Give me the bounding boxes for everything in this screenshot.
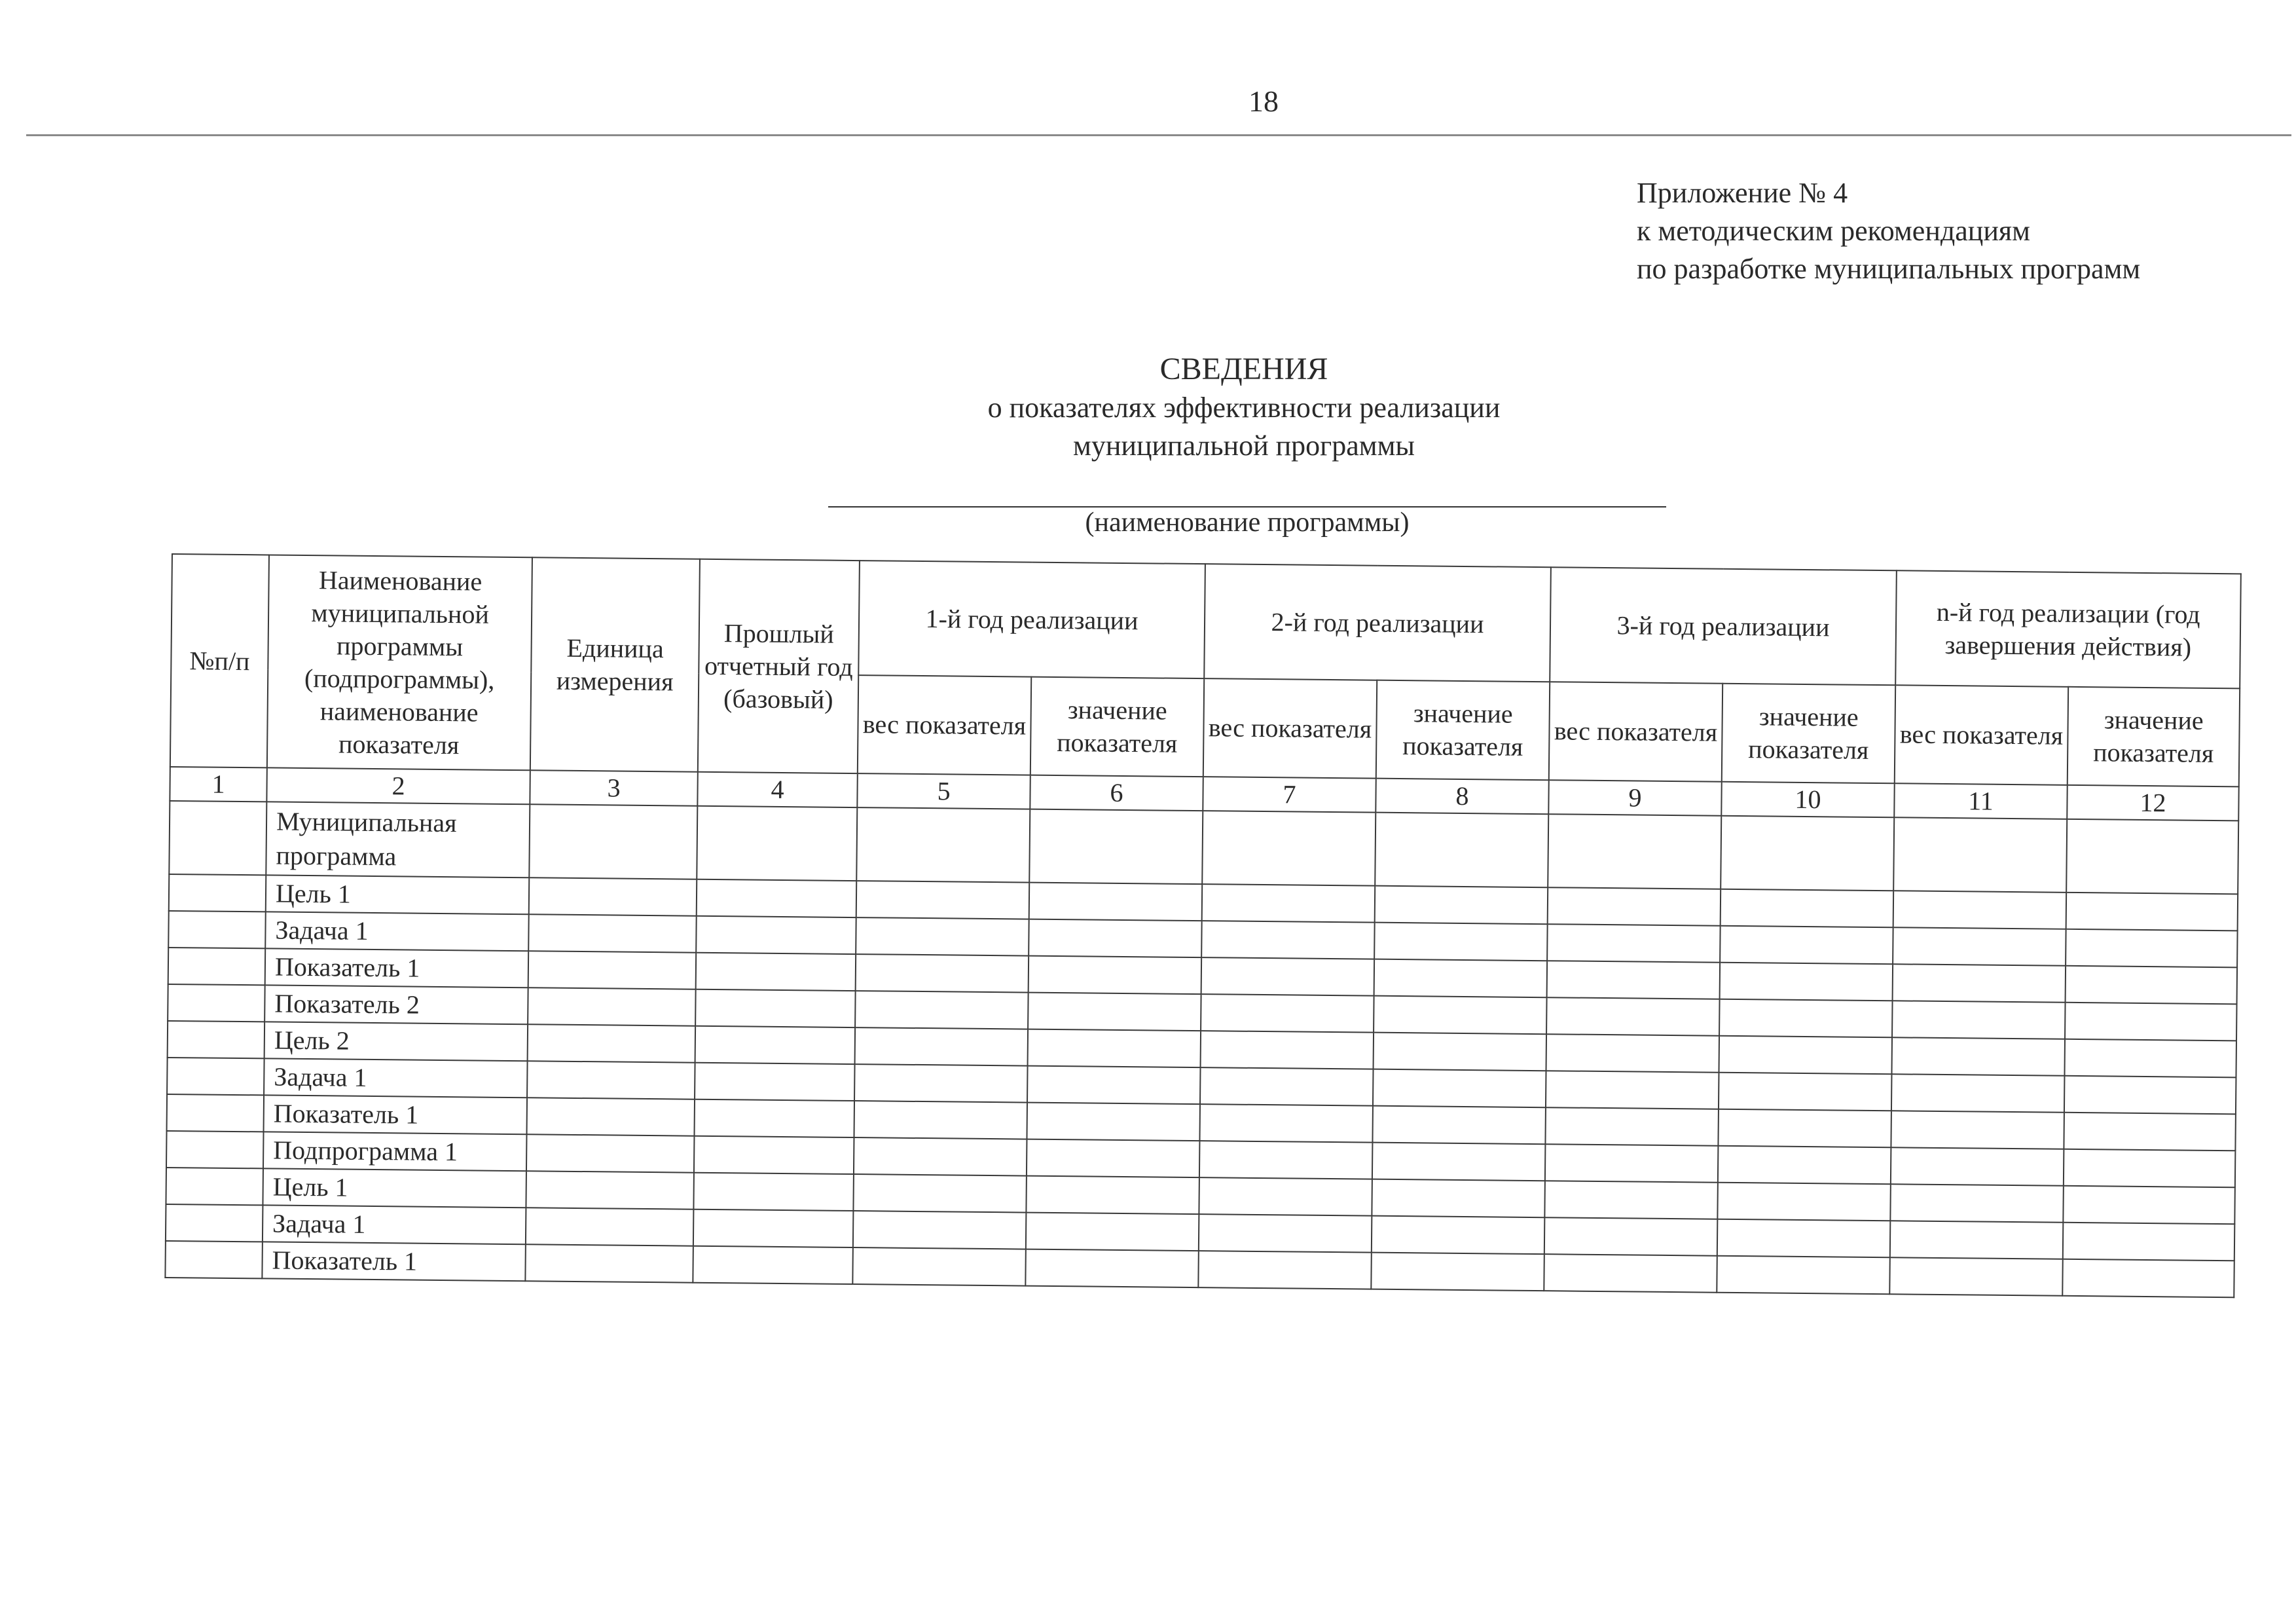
table-cell xyxy=(854,1101,1027,1139)
program-name-caption: (наименование программы) xyxy=(1085,507,1410,538)
table-cell xyxy=(854,1137,1027,1176)
table-cell xyxy=(1374,1033,1547,1071)
table-cell xyxy=(1201,957,1375,996)
table-cell xyxy=(2066,966,2238,1005)
table-cell xyxy=(1547,961,1721,999)
document-subtitle-line-1: о показателях эффективности реализации xyxy=(987,392,1501,424)
row-name-cell: Показатель 1 xyxy=(265,948,529,987)
column-number: 2 xyxy=(266,767,530,804)
table-cell xyxy=(1029,809,1203,885)
table-cell xyxy=(695,1026,856,1064)
table-cell xyxy=(853,1211,1027,1249)
indicators-table-body xyxy=(165,801,2238,1297)
table-cell xyxy=(856,807,1030,883)
table-cell xyxy=(1891,1147,2064,1186)
appendix-line-2: к методическим рекомендациям xyxy=(1637,215,2030,247)
table-cell xyxy=(697,806,857,881)
table-cell xyxy=(1026,1176,1199,1215)
header-year-2: 2-й год реализации xyxy=(1204,564,1551,682)
row-name-cell: Показатель 1 xyxy=(264,1095,528,1134)
table-cell xyxy=(1719,1036,1893,1075)
document-title-block xyxy=(655,350,1833,465)
row-number-cell xyxy=(166,1204,263,1242)
table-cell xyxy=(1548,814,1721,889)
header-year-1: 1-й год реализации xyxy=(858,561,1205,678)
table-cell xyxy=(2063,1186,2235,1225)
table-cell xyxy=(1891,1074,2065,1113)
table-cell xyxy=(527,1061,695,1099)
document-subtitle-line-2: муниципальной программы xyxy=(1073,430,1415,462)
table-cell xyxy=(1893,817,2067,893)
table-cell xyxy=(1199,1141,1373,1179)
header-year-3: 3-й год реализации xyxy=(1550,567,1897,685)
table-cell xyxy=(2064,1149,2236,1188)
table-cell xyxy=(695,989,856,1027)
table-cell xyxy=(1546,997,1720,1036)
table-cell xyxy=(2064,1113,2236,1151)
table-cell xyxy=(528,951,697,989)
table-cell xyxy=(693,1209,854,1247)
table-cell xyxy=(1375,886,1548,925)
table-cell xyxy=(1373,1069,1546,1108)
table-cell xyxy=(2065,1003,2237,1041)
table-cell xyxy=(1718,1146,1891,1185)
table-cell xyxy=(1893,964,2066,1003)
row-number-cell xyxy=(168,1021,265,1058)
header-weight-1: вес показателя xyxy=(858,675,1031,775)
table-cell xyxy=(525,1244,693,1282)
row-number-cell xyxy=(166,1168,263,1205)
header-unit: Единица измерения xyxy=(530,557,700,771)
table-cell xyxy=(1374,959,1548,998)
header-base-year: Прошлый отчетный год (базовый) xyxy=(698,559,860,773)
table-cell xyxy=(693,1246,853,1284)
column-number: 7 xyxy=(1203,777,1376,813)
table-cell xyxy=(1372,1106,1546,1145)
table-cell xyxy=(2066,893,2238,931)
table-cell xyxy=(1544,1181,1718,1219)
table-cell xyxy=(1025,1249,1199,1288)
table-cell xyxy=(856,917,1029,956)
table-cell xyxy=(1545,1107,1719,1146)
table-cell xyxy=(2062,1259,2234,1298)
table-cell xyxy=(1548,887,1721,926)
table-cell xyxy=(528,914,697,952)
table-cell xyxy=(526,1208,694,1246)
table-cell xyxy=(2063,1223,2235,1261)
header-rule xyxy=(26,134,2291,136)
table-cell xyxy=(1201,921,1375,959)
table-cell xyxy=(1890,1184,2064,1223)
row-name-cell: Показатель 2 xyxy=(264,985,528,1024)
table-cell xyxy=(1545,1144,1719,1183)
table-cell xyxy=(1375,813,1548,888)
table-cell xyxy=(1718,1109,1891,1148)
column-number: 9 xyxy=(1548,780,1721,816)
table-cell xyxy=(697,879,857,917)
table-cell xyxy=(1199,1104,1373,1143)
table-cell xyxy=(1199,1214,1372,1253)
table-cell xyxy=(853,1174,1027,1213)
table-cell xyxy=(1029,919,1202,958)
row-name-cell: Цель 2 xyxy=(264,1022,528,1061)
row-number-cell xyxy=(168,911,266,948)
table-cell xyxy=(1029,883,1203,921)
table-cell xyxy=(1721,889,1894,928)
row-name-cell: Задача 1 xyxy=(265,912,529,951)
table-cell xyxy=(1027,1139,1200,1178)
table-cell xyxy=(1892,1037,2066,1076)
table-cell xyxy=(1893,891,2067,929)
table-cell xyxy=(1374,923,1548,961)
header-name: Наименование муниципальной программы (подпрограммы), наименование показателя xyxy=(267,555,532,770)
table-cell xyxy=(696,916,856,954)
table-cell xyxy=(1544,1254,1717,1293)
indicators-table-wrapper xyxy=(164,553,2240,1298)
column-number: 10 xyxy=(1721,782,1895,818)
row-name-cell: Муниципальная программа xyxy=(266,802,530,877)
table-cell xyxy=(693,1173,854,1211)
appendix-line-1: Приложение № 4 xyxy=(1637,177,1848,209)
table-cell xyxy=(1028,1029,1201,1068)
row-number-cell xyxy=(168,948,266,985)
row-name-cell: Задача 1 xyxy=(263,1205,526,1244)
table-cell xyxy=(694,1099,854,1137)
column-number: 4 xyxy=(697,772,857,807)
table-cell xyxy=(1546,1034,1720,1073)
table-cell xyxy=(1546,1071,1719,1109)
table-cell xyxy=(529,804,697,879)
table-cell xyxy=(1547,924,1721,963)
table-cell xyxy=(1891,1111,2064,1149)
header-year-n: n-й год реализации (год завершения действия) xyxy=(1895,570,2241,688)
table-cell xyxy=(1028,993,1201,1031)
table-cell xyxy=(1029,956,1202,995)
table-cell xyxy=(1719,999,1893,1038)
table-cell xyxy=(1027,1066,1201,1105)
row-name-cell: Задача 1 xyxy=(264,1058,528,1098)
row-number-cell xyxy=(167,1094,264,1132)
table-cell xyxy=(2066,929,2238,968)
column-number: 11 xyxy=(1894,783,2067,819)
header-value-3: значение показателя xyxy=(1722,684,1895,784)
table-cell xyxy=(526,1171,694,1209)
column-number: 5 xyxy=(857,773,1030,809)
table-cell xyxy=(1372,1143,1546,1181)
row-name-cell: Показатель 1 xyxy=(262,1242,526,1281)
row-number-cell xyxy=(166,1131,264,1168)
table-cell xyxy=(695,1063,855,1101)
table-cell xyxy=(1198,1251,1372,1289)
table-cell xyxy=(1717,1219,1891,1258)
header-weight-2: вес показателя xyxy=(1203,678,1377,779)
table-cell xyxy=(1201,1031,1374,1069)
table-cell xyxy=(1717,1183,1891,1221)
table-cell xyxy=(1721,816,1894,891)
header-weight-n: вес показателя xyxy=(1895,685,2068,785)
page-number: 18 xyxy=(1248,84,1279,118)
table-cell xyxy=(529,877,697,915)
table-cell xyxy=(1544,1217,1718,1256)
table-cell xyxy=(2064,1076,2236,1115)
column-number: 6 xyxy=(1030,775,1203,811)
column-number: 1 xyxy=(170,767,266,802)
header-value-2: значение показателя xyxy=(1376,680,1550,781)
indicators-table xyxy=(164,553,2242,1298)
row-number-cell xyxy=(165,1241,263,1278)
table-cell xyxy=(528,1024,696,1062)
appendix-note xyxy=(1637,174,2140,288)
table-cell xyxy=(2065,1039,2237,1078)
column-number: 3 xyxy=(530,770,697,805)
table-cell xyxy=(1202,884,1376,923)
table-cell xyxy=(1372,1216,1545,1255)
table-cell xyxy=(1720,963,1893,1001)
table-cell xyxy=(528,987,696,1025)
header-number: №п/п xyxy=(170,554,269,767)
column-number: 8 xyxy=(1376,779,1549,815)
table-cell xyxy=(1371,1253,1544,1291)
table-cell xyxy=(1720,926,1893,965)
row-number-cell xyxy=(168,984,265,1022)
row-number-cell xyxy=(169,874,266,912)
table-cell xyxy=(1719,1073,1892,1111)
header-value-1: значение показателя xyxy=(1030,677,1204,777)
table-cell xyxy=(854,1064,1028,1103)
table-cell xyxy=(855,991,1029,1029)
row-name-cell: Цель 1 xyxy=(266,875,530,914)
table-cell xyxy=(852,1247,1026,1286)
appendix-line-3: по разработке муниципальных программ xyxy=(1637,253,2141,285)
table-cell xyxy=(855,1027,1029,1066)
document-title: СВЕДЕНИЯ xyxy=(1159,352,1328,386)
table-cell xyxy=(2066,819,2238,895)
table-cell xyxy=(1200,1067,1374,1106)
table-cell xyxy=(696,953,856,991)
table-cell xyxy=(1026,1213,1199,1251)
row-name-cell: Подпрограмма 1 xyxy=(263,1132,527,1171)
row-number-cell xyxy=(169,801,266,875)
table-cell xyxy=(694,1136,854,1174)
table-cell xyxy=(1199,1177,1372,1216)
table-cell xyxy=(526,1134,695,1172)
table-cell xyxy=(527,1098,695,1135)
table-cell xyxy=(1889,1257,2063,1296)
header-weight-3: вес показателя xyxy=(1549,682,1722,782)
table-cell xyxy=(1201,994,1374,1033)
row-name-cell: Цель 1 xyxy=(263,1168,526,1208)
table-cell xyxy=(1202,811,1376,886)
table-cell xyxy=(1027,1103,1200,1141)
row-number-cell xyxy=(167,1058,264,1095)
table-cell xyxy=(1892,1001,2066,1039)
column-number: 12 xyxy=(2067,785,2238,821)
table-cell xyxy=(856,881,1030,919)
table-cell xyxy=(856,954,1029,993)
header-value-n: значение показателя xyxy=(2068,687,2240,787)
table-cell xyxy=(1717,1256,1890,1295)
table-cell xyxy=(1372,1179,1545,1218)
table-cell xyxy=(1374,996,1547,1035)
table-cell xyxy=(1890,1221,2064,1259)
table-cell xyxy=(1893,927,2066,966)
